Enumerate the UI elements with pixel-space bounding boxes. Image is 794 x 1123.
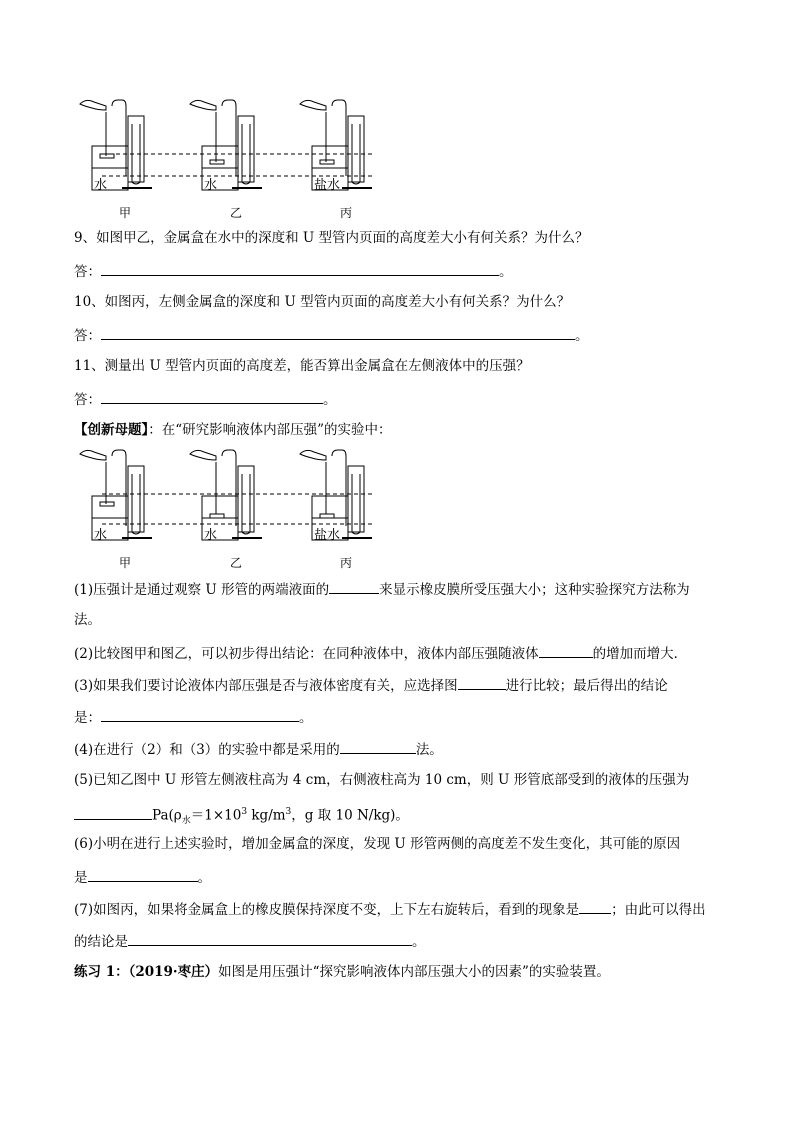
part-1-cont: 法。: [74, 612, 101, 628]
caption-yi: 乙: [230, 556, 243, 570]
answer-11-blank[interactable]: [101, 388, 323, 404]
beaker-label-1: 水: [94, 528, 108, 543]
caption-jia: 甲: [119, 556, 132, 570]
part-7-cont: 的结论是 。: [74, 930, 426, 952]
answer-10: 答： 。: [74, 324, 589, 346]
answer-9-blank[interactable]: [101, 260, 499, 276]
part-3: (3)如果我们要讨论液体内部压强是否与液体密度有关，应选择图 进行比较；最后得出的结论: [74, 674, 668, 696]
part-3-cont: 是： 。: [74, 706, 313, 728]
part-6-cont: 是 。: [74, 866, 211, 888]
part-6-blank[interactable]: [88, 866, 198, 882]
beaker-label-3: 盐水: [314, 528, 341, 543]
answer-9: 答： 。: [74, 260, 513, 282]
part-5-cont: $Pa(\rho_水=1\times 10^3$ $kg/m^3$，g 取 10 N/kg)。: [74, 802, 409, 831]
beaker-label-1: 水: [94, 178, 108, 193]
part-2-blank[interactable]: [539, 642, 593, 658]
apparatus-figure-1: [72, 96, 402, 222]
innovation-heading: 【创新母题】：在“研究影响液体内部压强”的实验中：: [74, 422, 392, 438]
part-3-blank-2[interactable]: [101, 706, 299, 722]
part-1: (1)压强计是通过观察 U 形管的两端液面的 来显示橡皮膜所受压强大小；这种实验探究方法称为: [74, 578, 690, 600]
part-7-blank-1[interactable]: [579, 898, 611, 914]
practice-1: 练习 1：（2019·枣庄）如图是用压强计“探究影响液体内部压强大小的因素”的实验装置。: [74, 964, 610, 980]
question-9: 9、如图甲乙，金属盒在水中的深度和 U 型管内页面的高度差大小有何关系？为什么？: [74, 230, 589, 246]
beaker-label-3: 盐水: [314, 178, 341, 193]
part-1-blank[interactable]: [329, 578, 379, 594]
apparatus-figure-2: [72, 446, 402, 572]
part-7-blank-2[interactable]: [128, 930, 412, 946]
beaker-label-2: 水: [204, 528, 218, 543]
question-11: 11、测量出 U 型管内页面的高度差，能否算出金属盒在左侧液体中的压强？: [74, 358, 530, 374]
answer-11: 答： 。: [74, 388, 337, 410]
caption-bing: 丙: [340, 206, 353, 220]
part-6: (6)小明在进行上述实验时，增加金属盒的深度，发现 U 形管两侧的高度差不发生变化，其可能的原因: [74, 836, 681, 852]
part-3-blank-1[interactable]: [458, 674, 506, 690]
part-2: (2)比较图甲和图乙，可以初步得出结论：在同种液体中，液体内部压强随液体 的增加而增大．: [74, 642, 687, 664]
answer-10-blank[interactable]: [101, 324, 575, 340]
beaker-label-2: 水: [204, 178, 218, 193]
caption-bing: 丙: [340, 556, 353, 570]
part-4: (4)在进行（2）和（3）的实验中都是采用的 法。: [74, 738, 443, 760]
part-5-blank[interactable]: [74, 804, 152, 820]
question-10: 10、如图丙，左侧金属盒的深度和 U 型管内页面的高度差大小有何关系？为什么？: [74, 294, 571, 310]
caption-jia: 甲: [119, 206, 132, 220]
caption-yi: 乙: [230, 206, 243, 220]
part-4-blank[interactable]: [340, 738, 416, 754]
part-5: (5)已知乙图中 U 形管左侧液柱高为 4 cm，右侧液柱高为 10 cm，则 U 形管底部受到的液体的压强为: [74, 772, 690, 788]
part-7: (7)如图丙，如果将金属盒上的橡皮膜保持深度不变，上下左右旋转后，看到的现象是 ；由此可以得出: [74, 898, 706, 920]
